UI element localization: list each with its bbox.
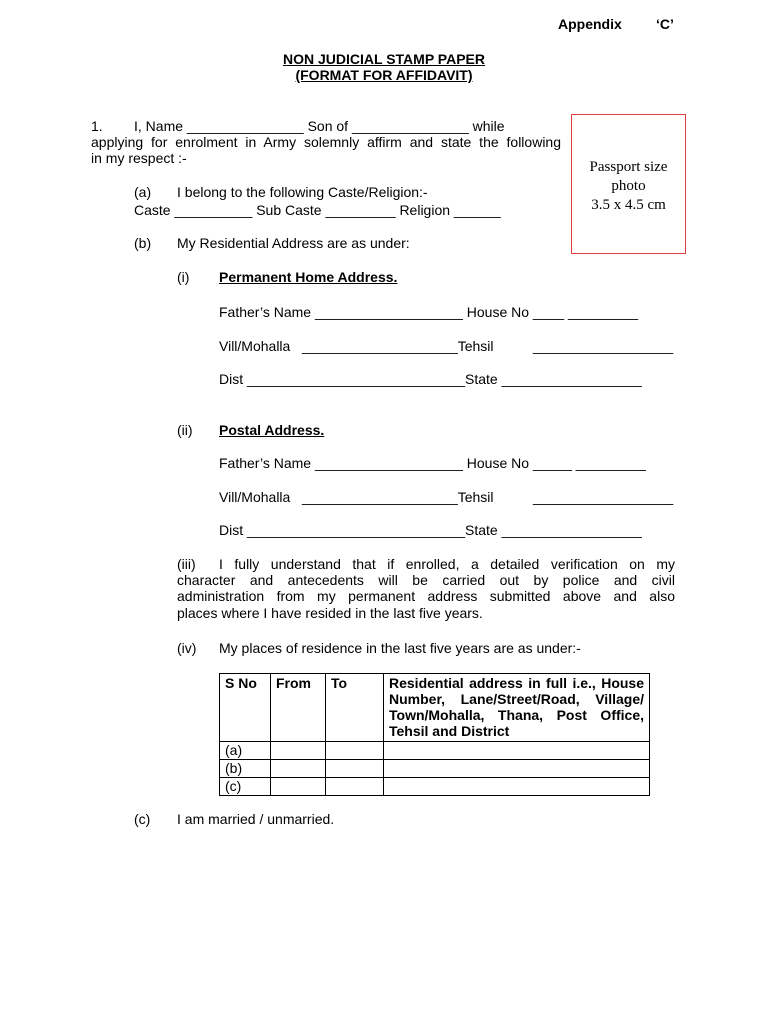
appendix-value: ‘C’ <box>656 16 674 32</box>
cell-sno: (c) <box>220 778 271 796</box>
cell-to[interactable] <box>326 742 384 760</box>
table-row <box>220 760 650 778</box>
table-row <box>220 742 650 760</box>
cell-from[interactable] <box>271 742 326 760</box>
permanent-dist-field: Dist ____________________________State __________________ <box>219 371 642 387</box>
photo-label-line2: photo <box>611 177 646 194</box>
postal-father-field: Father’s Name ___________________ House No _____ _________ <box>219 455 646 471</box>
cell-from[interactable] <box>271 778 326 796</box>
postal-marker: (ii) <box>177 422 193 438</box>
para1-line1: I, Name _______________ Son of _______________ while <box>134 118 505 134</box>
postal-vill-field: Vill/Mohalla ____________________Tehsil <box>219 489 494 505</box>
verification-line2: character and antecedents will be carried out by police and civil <box>177 572 675 588</box>
document-title: NON JUDICIAL STAMP PAPER <box>283 51 485 67</box>
permanent-vill-field: Vill/Mohalla ____________________Tehsil <box>219 338 494 354</box>
postal-heading: Postal Address. <box>219 422 325 438</box>
cell-address[interactable] <box>384 778 650 796</box>
appendix-label: Appendix <box>558 16 622 32</box>
table-header-row <box>220 674 650 742</box>
permanent-father-field: Father’s Name ___________________ House No ____ _________ <box>219 304 639 320</box>
verification-line1: I fully understand that if enrolled, a detailed verification on my <box>219 556 675 572</box>
header-sno: S No <box>220 674 271 742</box>
verification-line4: places where I have resided in the last five years. <box>177 605 483 621</box>
residence-marker: (iv) <box>177 640 197 656</box>
header-from: From <box>271 674 326 742</box>
address-marker: (b) <box>134 235 152 251</box>
marital-status-text: I am married / unmarried. <box>177 811 335 827</box>
postal-tehsil-blank: __________________ <box>533 489 674 505</box>
cell-address[interactable] <box>384 742 650 760</box>
header-to: To <box>326 674 384 742</box>
cell-address[interactable] <box>384 760 650 778</box>
residence-table <box>219 673 650 796</box>
header-address: Residential address in full i.e., House Number, Lane/Street/Road, Village/ Town/Mohalla, Thana, Post Office, Tehsil and District <box>384 674 650 742</box>
passport-photo-box[interactable] <box>571 114 686 254</box>
table-row <box>220 778 650 796</box>
residence-heading: My places of residence in the last five years are as under:- <box>219 640 581 656</box>
cell-sno: (b) <box>220 760 271 778</box>
caste-fields: Caste __________ Sub Caste _________ Religion ______ <box>134 202 501 218</box>
caste-heading: I belong to the following Caste/Religion:- <box>177 184 428 200</box>
permanent-tehsil-blank: __________________ <box>533 338 674 354</box>
permanent-marker: (i) <box>177 269 190 285</box>
permanent-heading: Permanent Home Address. <box>219 269 398 285</box>
cell-to[interactable] <box>326 760 384 778</box>
marital-marker: (c) <box>134 811 151 827</box>
para1-line2: applying for enrolment in Army solemnly affirm and state the following <box>91 134 561 150</box>
verification-line3: administration from my permanent address submitted above and also <box>177 588 675 604</box>
photo-label-line1: Passport size <box>589 158 668 175</box>
verification-marker: (iii) <box>177 556 196 572</box>
cell-to[interactable] <box>326 778 384 796</box>
para1-line3: in my respect :- <box>91 150 187 166</box>
photo-label-line3: 3.5 x 4.5 cm <box>591 196 666 213</box>
postal-dist-field: Dist ____________________________State __________________ <box>219 522 642 538</box>
cell-from[interactable] <box>271 760 326 778</box>
document-subtitle: (FORMAT FOR AFFIDAVIT) <box>295 67 473 83</box>
cell-sno: (a) <box>220 742 271 760</box>
para-number: 1. <box>91 118 103 134</box>
caste-marker: (a) <box>134 184 152 200</box>
address-heading: My Residential Address are as under: <box>177 235 410 251</box>
